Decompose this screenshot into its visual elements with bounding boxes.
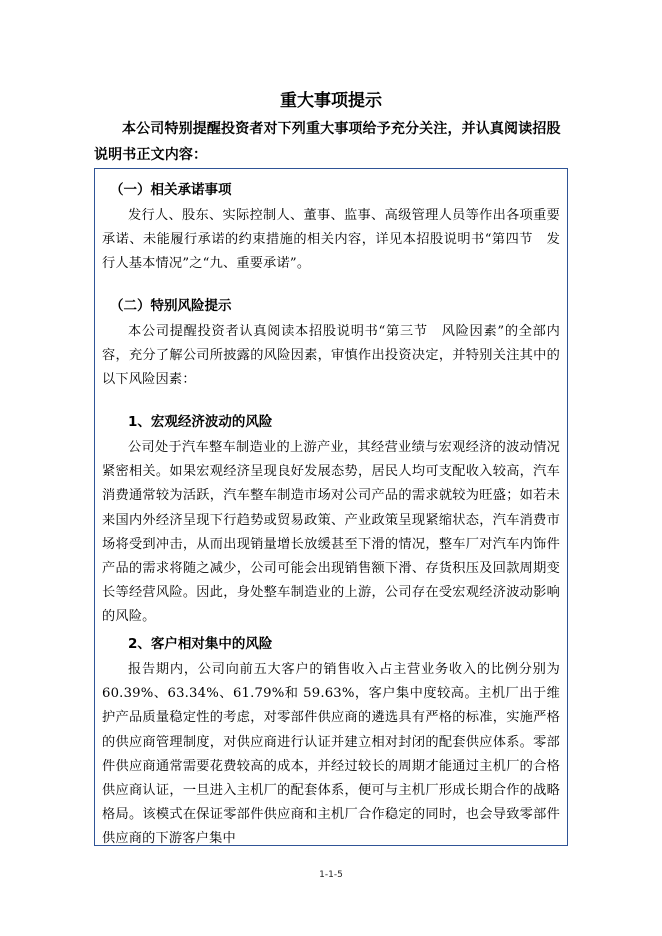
risk-customer-body: 报告期内，公司向前五大客户的销售收入占主营业务收入的比例分别为60.39%、63.34%、61.79%和 59.63%，客户集中度较高。主机厂出于维护产品质量稳定性的考虑，对零部件供应商的遴选具有严格的标准，实施严格的供应商管理制度，对供应商进行认证并建立相对封闭的配套供应体系。零部件供应商通常需要花费较高的成本，并经过较长的周期才能通过主机厂的合格供应商认证，一旦进入主机厂的配套体系，便可与主机厂形成长期合作的战略格局。该模式在保证零部件供应商和主机厂合作稳定的同时，也会导致零部件供应商的下游客户集中	[102, 662, 560, 847]
page-number: 1-1-5	[319, 870, 343, 880]
section-commitments-body: 发行人、股东、实际控制人、董事、监事、高级管理人员等作出各项重要承诺、未能履行承诺的约束措施的相关内容，详见本招股说明书“第四节 发行人基本情况”之“九、重要承诺”。	[102, 208, 560, 272]
page-title: 重大事项提示	[280, 91, 382, 111]
intro-text: 本公司特别提醒投资者对下列重大事项给予充分关注，并认真阅读招股说明书正文内容：	[94, 121, 561, 163]
risk-macro-heading: 1、宏观经济波动的风险	[128, 414, 273, 430]
risk-macro-body: 公司处于汽车整车制造业的上游产业，其经营业绩与宏观经济的波动情况紧密相关。如果宏观经济呈现良好发展态势，居民人均可支配收入较高，汽车消费通常较为活跃，汽车整车制造市场对公司产品的需求就较为旺盛；如若未来国内外经济呈现下行趋势或贸易政策、产业政策呈现紧缩状态，汽车消费市场将受到冲击，从而出现销量增长放缓甚至下滑的情况，整车厂对汽车内饰件产品的需求将随之减少，公司可能会出现销售额下滑、存货积压及回款周期变长等经营风险。因此，身处整车制造业的上游，公司存在受宏观经济波动影响的风险。	[102, 440, 560, 625]
risk-customer-heading: 2、客户相对集中的风险	[128, 636, 273, 652]
section-risks-body: 本公司提醒投资者认真阅读本招股说明书“第三节 风险因素”的全部内容，充分了解公司所披露的风险因素，审慎作出投资决定，并特别关注其中的以下风险因素：	[102, 324, 560, 388]
section-risks-heading: （二）特别风险提示	[110, 298, 232, 314]
section-commitments-heading: （一）相关承诺事项	[110, 182, 232, 198]
intro-paragraph	[94, 116, 570, 168]
